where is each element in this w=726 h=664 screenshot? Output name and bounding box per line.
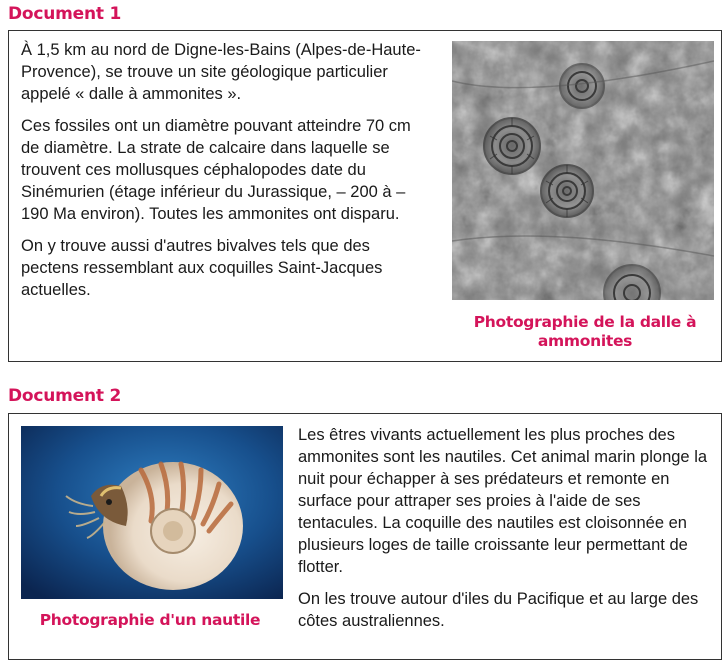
document-1-paragraph-3: On y trouve aussi d'autres bivalves tels que des pectens ressemblant aux coquilles Saint-Jacques actuelles. xyxy=(21,237,383,299)
document-1-text xyxy=(21,39,431,311)
document-2-text xyxy=(298,424,718,642)
nautilus-photo-caption: Photographie d'un nautile xyxy=(39,611,261,629)
document-1-box xyxy=(8,30,722,362)
document-1-paragraph-1: À 1,5 km au nord de Digne-les-Bains (Alpes-de-Haute-Provence), se trouve un site géologique particulier appelé « dalle à ammonites ». xyxy=(21,41,421,103)
document-1-paragraph-2: Ces fossiles ont un diamètre pouvant atteindre 70 cm de diamètre. La strate de calcaire dans laquelle se trouvent ces mollusques céphalopodes date du Sinémurien (étage inférieur du Jurassique, – 200 à – 190 Ma environ). Toutes les ammonites ont disparu. xyxy=(21,117,411,223)
nautilus-photo xyxy=(21,426,283,599)
document-1-title: Document 1 xyxy=(8,4,122,24)
document-2-box xyxy=(8,413,722,660)
document-2-paragraph-1: Les êtres vivants actuellement les plus proches des ammonites sont les nautiles. Cet animal marin plonge la nuit pour échapper à ses prédateurs et remonte en surface pour attraper ses proies à l'aide de ses tentacules. La coquille des nautiles est cloisonnée en plusieurs loges de taille croissante leur permettant de flotter. xyxy=(298,426,708,576)
document-2-paragraph-2: On les trouve autour d'iles du Pacifique et au large des côtes australiennes. xyxy=(298,590,699,630)
document-2-title: Document 2 xyxy=(8,386,122,406)
ammonite-photo-caption: Photographie de la dalle à ammonites xyxy=(473,313,697,350)
ammonite-slab-photo xyxy=(452,41,714,300)
